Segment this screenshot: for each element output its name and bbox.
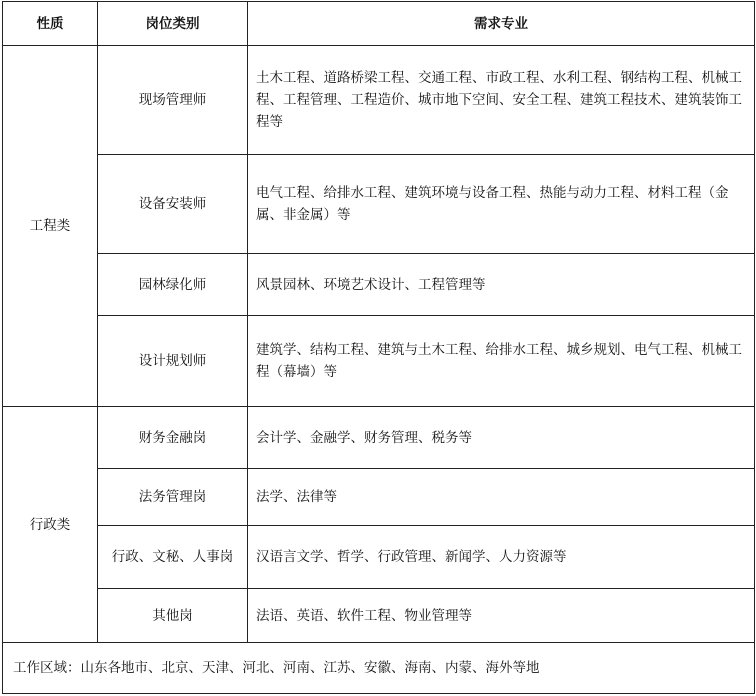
position-cell: 其他岗 bbox=[98, 589, 248, 643]
nature-cell-administrative: 行政类 bbox=[3, 407, 98, 643]
majors-cell: 汉语言文学、哲学、行政管理、新闻学、人力资源等 bbox=[248, 526, 755, 589]
majors-cell: 会计学、金融学、财务管理、税务等 bbox=[248, 407, 755, 469]
position-cell: 行政、文秘、人事岗 bbox=[98, 526, 248, 589]
position-cell: 园林绿化师 bbox=[98, 254, 248, 316]
majors-cell: 风景园林、环境艺术设计、工程管理等 bbox=[248, 254, 755, 316]
position-cell: 现场管理师 bbox=[98, 46, 248, 155]
majors-cell: 法学、法律等 bbox=[248, 469, 755, 526]
majors-cell: 建筑学、结构工程、建筑与土木工程、给排水工程、城乡规划、电气工程、机械工程（幕墙）等 bbox=[248, 316, 755, 407]
recruitment-requirements-table bbox=[2, 1, 755, 694]
work-area-row bbox=[3, 643, 755, 694]
table-row bbox=[3, 589, 755, 643]
header-required-majors: 需求专业 bbox=[248, 2, 755, 46]
header-nature: 性质 bbox=[3, 2, 98, 46]
position-cell: 设计规划师 bbox=[98, 316, 248, 407]
table-header-row bbox=[3, 2, 755, 46]
table-row bbox=[3, 155, 755, 254]
table-row bbox=[3, 254, 755, 316]
position-cell: 设备安装师 bbox=[98, 155, 248, 254]
table-row bbox=[3, 316, 755, 407]
position-cell: 财务金融岗 bbox=[98, 407, 248, 469]
header-position-category: 岗位类别 bbox=[98, 2, 248, 46]
work-area-note: 工作区域：山东各地市、北京、天津、河北、河南、江苏、安徽、海南、内蒙、海外等地 bbox=[3, 643, 755, 694]
majors-cell: 电气工程、给排水工程、建筑环境与设备工程、热能与动力工程、材料工程（金属、非金属）等 bbox=[248, 155, 755, 254]
table-row bbox=[3, 46, 755, 155]
nature-cell-engineering: 工程类 bbox=[3, 46, 98, 407]
table-row bbox=[3, 526, 755, 589]
position-cell: 法务管理岗 bbox=[98, 469, 248, 526]
majors-cell: 法语、英语、软件工程、物业管理等 bbox=[248, 589, 755, 643]
majors-cell: 土木工程、道路桥梁工程、交通工程、市政工程、水利工程、钢结构工程、机械工程、工程管理、工程造价、城市地下空间、安全工程、建筑工程技术、建筑装饰工程等 bbox=[248, 46, 755, 155]
table-row bbox=[3, 407, 755, 469]
table-row bbox=[3, 469, 755, 526]
